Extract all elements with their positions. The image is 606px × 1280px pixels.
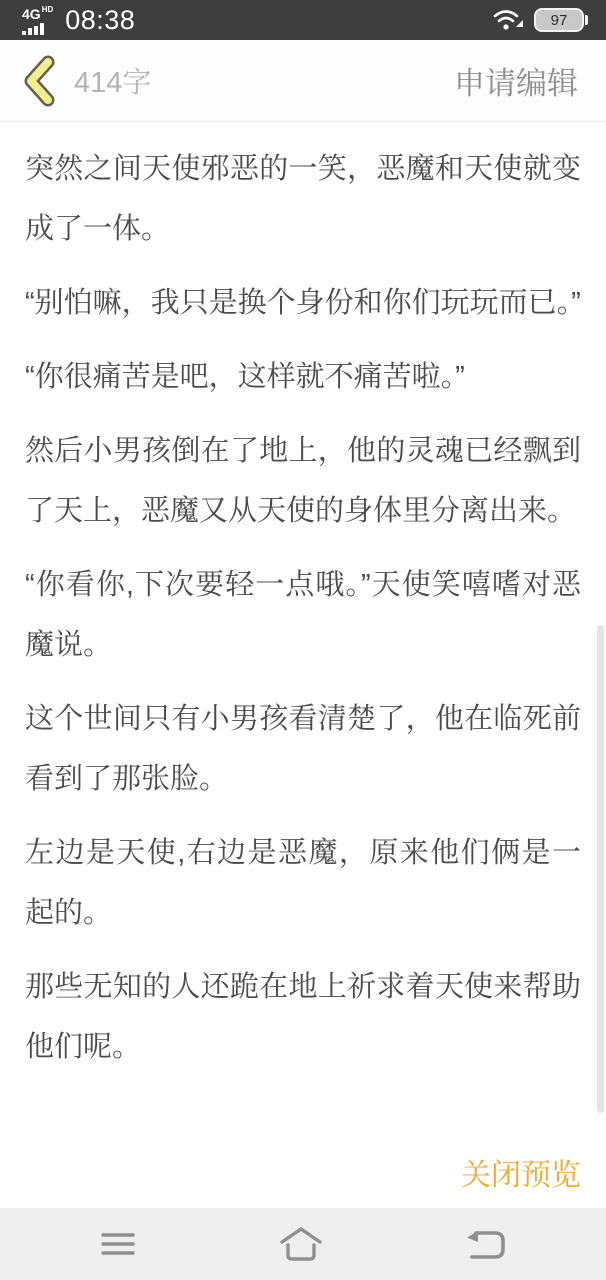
menu-button[interactable]: [96, 1222, 140, 1266]
network-type-label: 4G: [22, 5, 41, 22]
battery-icon: [534, 8, 588, 32]
status-bar: [0, 0, 606, 40]
home-button[interactable]: [276, 1222, 326, 1266]
paragraph: 那些无知的人还跪在地上祈求着天使来帮助他们呢。: [25, 971, 581, 1063]
scrollbar-thumb[interactable]: [597, 625, 604, 1113]
status-bar-left: [22, 5, 135, 36]
paragraph: “别怕嘛，我只是换个身份和你们玩玩而已。”: [25, 287, 581, 319]
header: [0, 40, 606, 122]
paragraph: “你看你,下次要轻一点哦。”天使笑嘻嗜对恶魔说。: [25, 569, 581, 661]
signal-bars-icon: [22, 23, 46, 35]
paragraph: 左边是天使,右边是恶魔，原来他们俩是一起的。: [25, 837, 581, 929]
paragraph: 这个世间只有小男孩看清楚了，他在临死前看到了那张脸。: [25, 703, 581, 795]
home-icon: [276, 1222, 326, 1266]
wifi-icon: [492, 8, 524, 32]
paragraph: “你很痛苦是吧，这样就不痛苦啦。”: [25, 361, 465, 393]
back-button[interactable]: [462, 1222, 510, 1266]
paragraph: 突然之间天使邪恶的一笑，恶魔和天使就变成了一体。: [25, 153, 581, 245]
hd-badge: HD: [41, 4, 54, 14]
navigation-bar: [0, 1208, 606, 1280]
word-count-label: 414字: [74, 67, 152, 99]
paragraph: 然后小男孩倒在了地上，他的灵魂已经飘到了天上，恶魔又从天使的身体里分离出来。: [25, 435, 581, 527]
menu-icon: [96, 1222, 140, 1266]
clock-label: 08:38: [65, 4, 136, 35]
back-icon: [462, 1222, 510, 1266]
status-bar-right: [492, 8, 588, 32]
apply-edit-button[interactable]: 申请编辑: [454, 66, 578, 101]
article-preview[interactable]: [0, 122, 606, 1208]
battery-percent-label: 97: [550, 11, 568, 29]
back-chevron-icon[interactable]: [22, 55, 56, 107]
signal-strength-icon: [22, 4, 54, 35]
close-preview-button[interactable]: 关闭预览: [461, 1159, 581, 1192]
